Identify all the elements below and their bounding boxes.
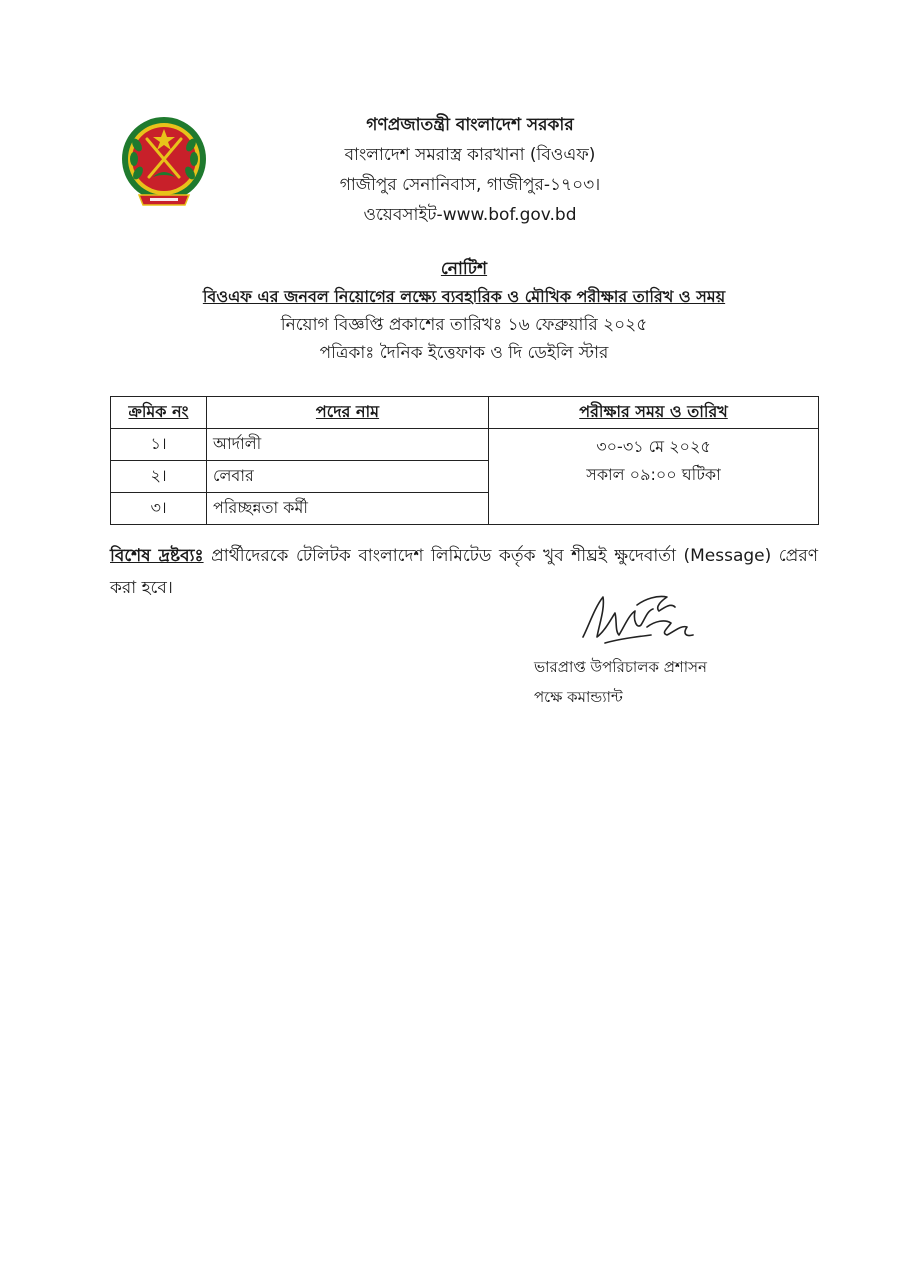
signatory-on-behalf: পক্ষে কমান্ড্যান্ট [534, 688, 623, 706]
publish-date: নিয়োগ বিজ্ঞপ্তি প্রকাশের তারিখঃ ১৬ ফেব্রুয়ারি ২০২৫ [280, 315, 648, 335]
header-exam-time-date: পরীক্ষার সময় ও তারিখ [489, 397, 819, 429]
signatory-block [534, 652, 794, 712]
header-post-name: পদের নাম [207, 397, 489, 429]
header-serial: ক্রমিক নং [111, 397, 207, 429]
exam-time: সকাল ০৯:০০ ঘটিকা [586, 465, 721, 484]
table-header-row [111, 397, 819, 429]
government-name: গণপ্রজাতন্ত্রী বাংলাদেশ সরকার [366, 115, 574, 135]
special-note-text: প্রার্থীদেরকে টেলিটক বাংলাদেশ লিমিটেড কর্তৃক খুব শীঘ্রই ক্ষুদেবার্তা (Message) প্রেরণ করা হবে। [110, 546, 819, 598]
post-cell: আর্দালী [207, 429, 489, 461]
special-note-label: বিশেষ দ্রষ্টব্যঃ [110, 546, 204, 566]
serial-cell: ২। [111, 461, 207, 493]
notice-subject: বিওএফ এর জনবল নিয়োগের লক্ষ্যে ব্যবহারিক ও মৌখিক পরীক্ষার তারিখ ও সময় [202, 287, 726, 306]
post-cell: পরিচ্ছন্নতা কর্মী [207, 493, 489, 525]
newspapers: পত্রিকাঃ দৈনিক ইত্তেফাক ও দি ডেইলি স্টার [319, 343, 609, 363]
serial-cell: ১। [111, 429, 207, 461]
exam-schedule-cell [489, 429, 819, 525]
serial-cell: ৩। [111, 493, 207, 525]
organization-address: গাজীপুর সেনানিবাস, গাজীপুর-১৭০৩। [339, 175, 601, 195]
letterhead [250, 110, 690, 230]
handwritten-signature [575, 585, 705, 655]
notice-heading [110, 255, 818, 367]
exam-schedule-table [110, 396, 819, 525]
organization-name: বাংলাদেশ সমরাস্ত্র কারখানা (বিওএফ) [344, 145, 596, 165]
notice-title: নোটিশ [440, 259, 488, 279]
organization-website: ওয়েবসাইট-www.bof.gov.bd [363, 205, 577, 225]
bof-emblem-icon [117, 115, 211, 211]
table-row [111, 429, 819, 461]
exam-date: ৩০-৩১ মে ২০২৫ [596, 437, 711, 456]
post-cell: লেবার [207, 461, 489, 493]
signatory-designation: ভারপ্রাপ্ত উপরিচালক প্রশাসন [534, 658, 707, 676]
special-note [110, 540, 818, 604]
